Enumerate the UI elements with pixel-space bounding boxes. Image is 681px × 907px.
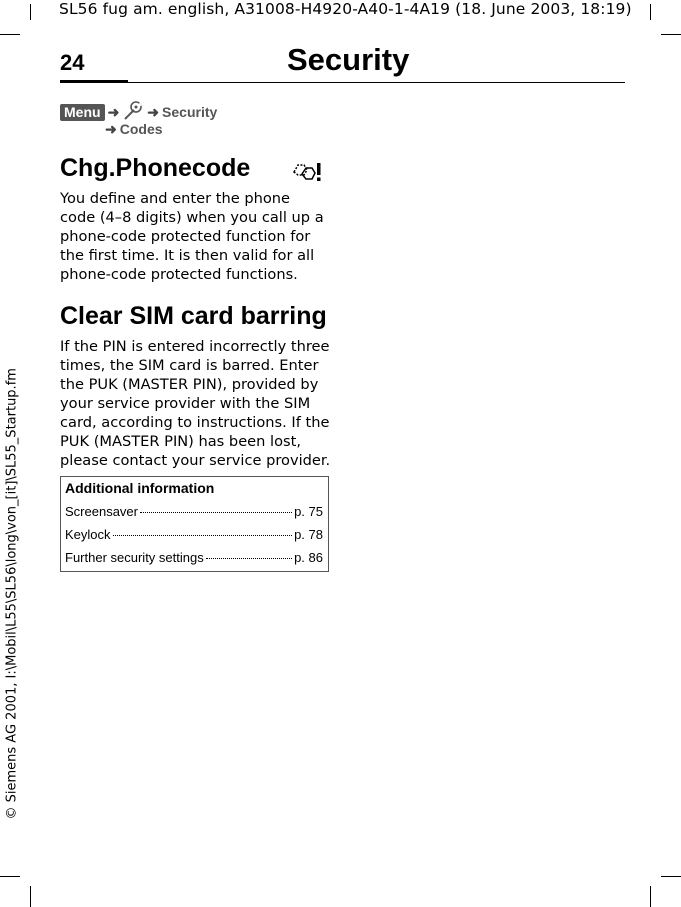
info-row-screensaver[interactable] — [65, 504, 323, 519]
body-line: If the PIN is entered incorrectly three — [60, 338, 330, 355]
section-body-clear-sim-barring — [60, 337, 330, 470]
crop-mark — [30, 886, 31, 907]
copyright-side-note: © Siemens AG 2001, I:\Mobil\L55\SL56\long\von_[it]\SL55_Startup.fm — [4, 368, 20, 820]
arrow-icon: ➜ — [105, 121, 117, 137]
info-row-page: p. 78 — [294, 527, 323, 542]
header-rule — [128, 82, 625, 83]
body-line: phone-code protected function for — [60, 228, 311, 245]
page-title: Security — [287, 42, 410, 77]
header-rule-thick — [60, 80, 128, 83]
crop-mark — [0, 876, 20, 877]
arrow-icon: ➜ — [107, 104, 120, 120]
body-line: please contact your service provider. — [60, 452, 331, 469]
crop-mark — [30, 4, 31, 20]
additional-info-box — [60, 476, 329, 572]
body-line: phone-code protected functions. — [60, 266, 298, 283]
leader-dots — [140, 512, 292, 513]
info-row-label: Keylock — [65, 527, 111, 542]
section-body-chg-phonecode — [60, 189, 330, 284]
section-heading-chg-phonecode: Chg.Phonecode — [60, 154, 251, 182]
body-line: the first time. It is then valid for all — [60, 247, 315, 264]
body-line: your service provider with the SIM — [60, 395, 311, 412]
settings-wrench-icon — [122, 101, 144, 121]
info-row-label: Screensaver — [65, 504, 138, 519]
arrow-icon: ➜ — [147, 104, 160, 120]
section-heading-clear-sim-barring: Clear SIM card barring — [60, 302, 327, 330]
crop-mark — [661, 34, 681, 35]
crop-mark — [0, 34, 20, 35]
path-step-security: Security — [162, 104, 218, 120]
leader-dots — [113, 535, 293, 536]
info-row-keylock[interactable] — [65, 527, 323, 542]
path-step-codes: Codes — [119, 121, 163, 137]
crop-mark — [650, 886, 651, 907]
page-number: 24 — [60, 50, 85, 75]
info-row-further-security[interactable] — [65, 550, 323, 565]
body-line: PUK (MASTER PIN) has been lost, — [60, 433, 301, 450]
body-line: You define and enter the phone — [60, 190, 291, 207]
info-row-label: Further security settings — [65, 550, 204, 565]
body-line: card, according to instructions. If the — [60, 414, 330, 431]
body-line: times, the SIM card is barred. Enter — [60, 357, 319, 374]
info-row-page: p. 86 — [294, 550, 323, 565]
running-header: SL56 fug am. english, A31008-H4920-A40-1-4A19 (18. June 2003, 18:19) — [59, 0, 632, 18]
crop-mark — [650, 4, 651, 20]
crop-mark — [661, 876, 681, 877]
info-row-page: p. 75 — [294, 504, 323, 519]
body-line: code (4–8 digits) when you call up a — [60, 209, 324, 226]
menu-softkey: Menu — [60, 104, 105, 121]
menu-path — [60, 101, 217, 138]
network-dependent-icon — [290, 160, 324, 184]
info-box-title: Additional information — [65, 480, 215, 496]
leader-dots — [206, 558, 292, 559]
body-line: the PUK (MASTER PIN), provided by — [60, 376, 319, 393]
